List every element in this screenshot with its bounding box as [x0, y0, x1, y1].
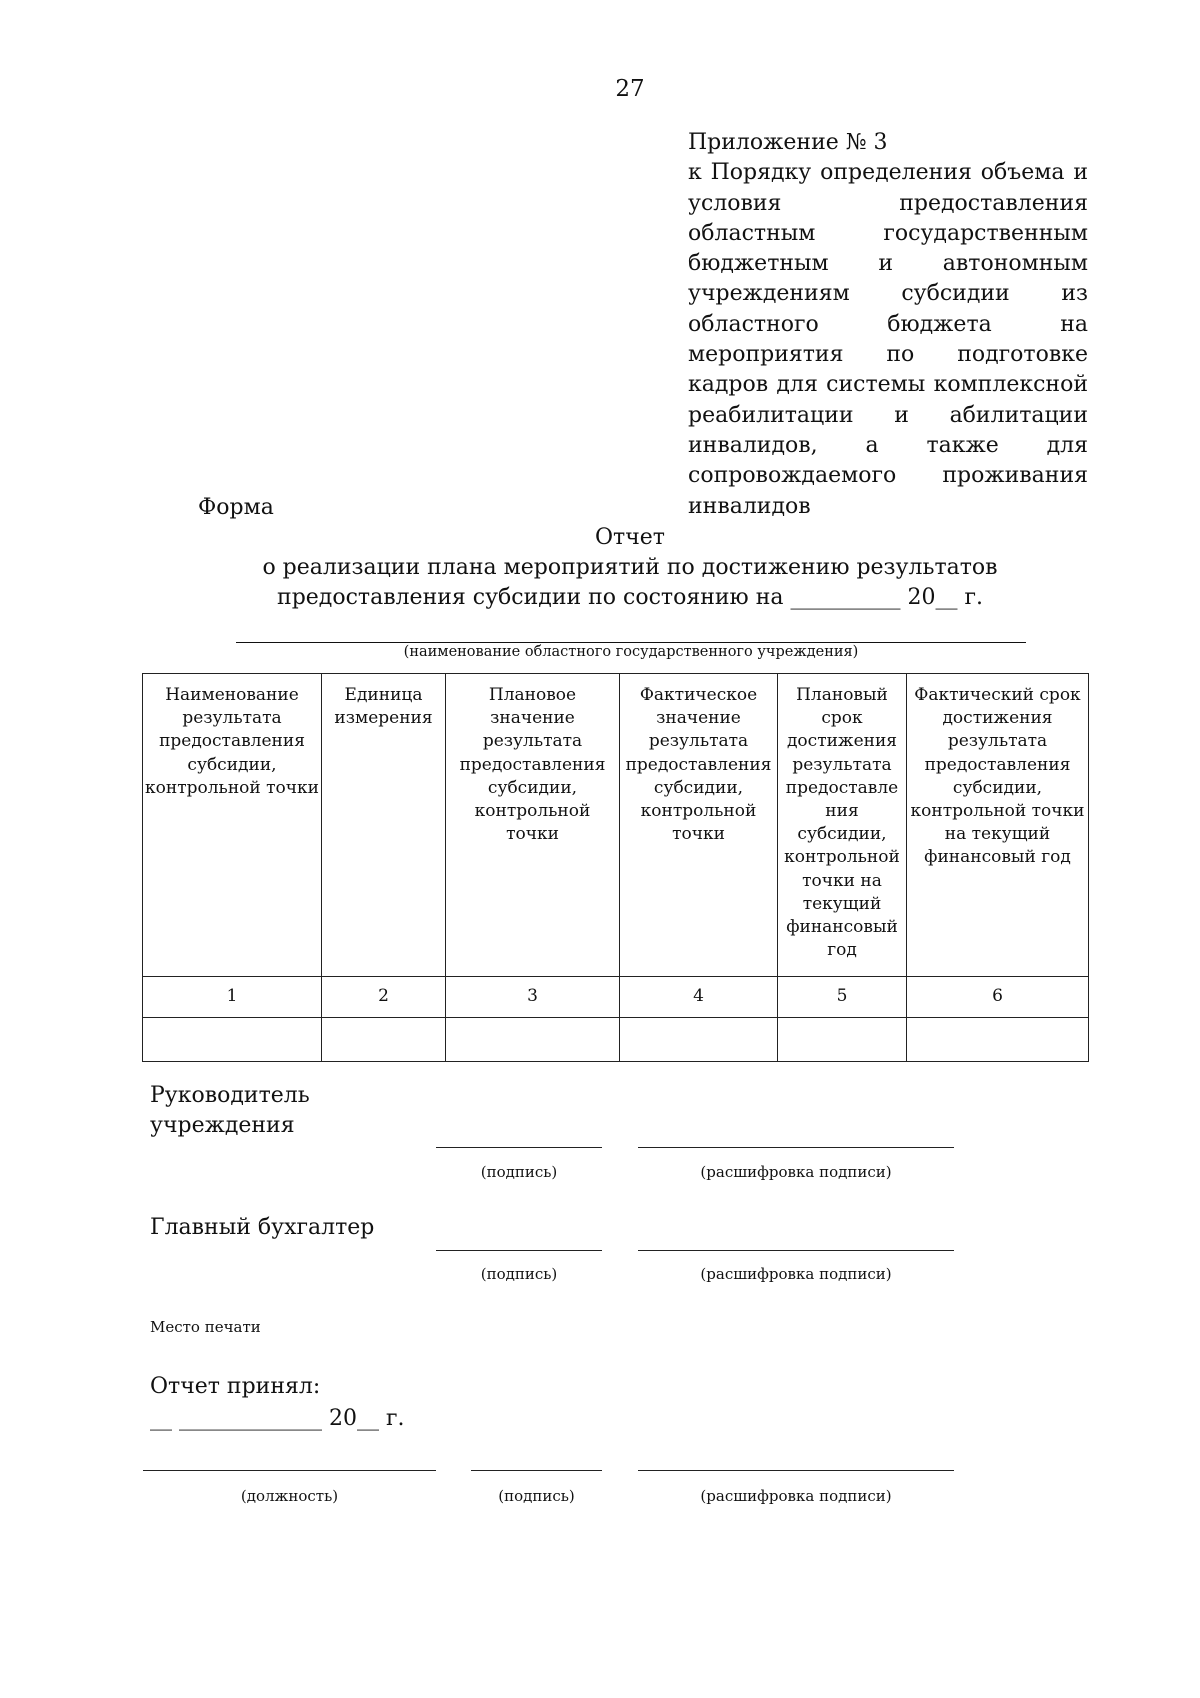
table-number-cell: 4 [620, 977, 778, 1018]
table-header-cell: Плановое значение результата предоставления субсидии, контрольной точки [446, 674, 620, 977]
table-header-row [143, 674, 1089, 977]
accepted-decode-caption: (расшифровка подписи) [700, 1487, 892, 1505]
accountant-label: Главный бухгалтер [150, 1215, 375, 1240]
form-label: Форма [198, 495, 274, 520]
table-number-row [143, 977, 1089, 1018]
table-header-cell: Фактический срок достижения результата предоставления субсидии, контрольной точки на текущий финансовый год [907, 674, 1089, 977]
table-number-cell: 2 [322, 977, 446, 1018]
table-number-cell: 1 [143, 977, 322, 1018]
accountant-decode-line[interactable] [638, 1250, 954, 1251]
accepted-signature-caption: (подпись) [498, 1487, 575, 1505]
accepted-signature-line[interactable] [471, 1470, 602, 1471]
head-label-line1: Руководитель [150, 1083, 310, 1108]
table-empty-cell[interactable] [778, 1018, 907, 1062]
head-label-line2: учреждения [150, 1113, 295, 1138]
accepted-position-caption: (должность) [240, 1487, 339, 1505]
table-header-cell: Плановый срок достижения результата предоставле ния субсидии, контрольной точки на текущий финансовый год [778, 674, 907, 977]
table-empty-cell[interactable] [620, 1018, 778, 1062]
table-header-cell: Единица измерения [322, 674, 446, 977]
table-empty-cell[interactable] [446, 1018, 620, 1062]
report-title-block [160, 523, 1100, 613]
table-header-cell: Фактическое значение результата предоставления субсидии, контрольной точки [620, 674, 778, 977]
table-empty-cell[interactable] [907, 1018, 1089, 1062]
head-decode-line[interactable] [638, 1147, 954, 1148]
appendix-text: к Порядку определения объема и условия предоставления областным государственным бюджетным и автономным учреждениям субсидии из областного бюджета на мероприятия по подготовке кадров для системы комплексной реабилитации и абилитации инвалидов, а также для сопровождаемого проживания инвалидов [688, 160, 1088, 519]
accepted-label: Отчет принял: [150, 1374, 321, 1399]
accountant-decode-caption: (расшифровка подписи) [700, 1265, 892, 1283]
table-header-cell: Наименование результата предоставления субсидии, контрольной точки [143, 674, 322, 977]
page-number: 27 [615, 76, 645, 102]
head-label [150, 1081, 310, 1141]
report-subtitle-line2: предоставления субсидии по состоянию на __________ 20__ г. [277, 585, 983, 610]
head-signature-line[interactable] [436, 1147, 602, 1148]
accepted-decode-line[interactable] [638, 1470, 954, 1471]
table-number-cell: 3 [446, 977, 620, 1018]
head-decode-caption: (расшифровка подписи) [700, 1163, 892, 1181]
table-empty-row [143, 1018, 1089, 1062]
accepted-position-line[interactable] [143, 1470, 436, 1471]
report-table [142, 673, 1089, 1062]
appendix-title: Приложение № 3 [688, 130, 888, 155]
head-signature-caption: (подпись) [480, 1163, 558, 1181]
table-empty-cell[interactable] [143, 1018, 322, 1062]
accountant-signature-line[interactable] [436, 1250, 602, 1251]
accepted-date: __ _____________ 20__ г. [150, 1406, 405, 1431]
table-number-cell: 5 [778, 977, 907, 1018]
appendix-block [688, 128, 1088, 522]
accountant-signature-caption: (подпись) [480, 1265, 558, 1283]
report-title: Отчет [595, 525, 665, 550]
org-name-line [236, 642, 1026, 643]
table-number-cell: 6 [907, 977, 1089, 1018]
report-subtitle-line1: о реализации плана мероприятий по достижению результатов [262, 555, 998, 580]
org-name-caption: (наименование областного государственного учреждения) [403, 644, 859, 660]
table-empty-cell[interactable] [322, 1018, 446, 1062]
stamp-place: Место печати [150, 1318, 261, 1336]
